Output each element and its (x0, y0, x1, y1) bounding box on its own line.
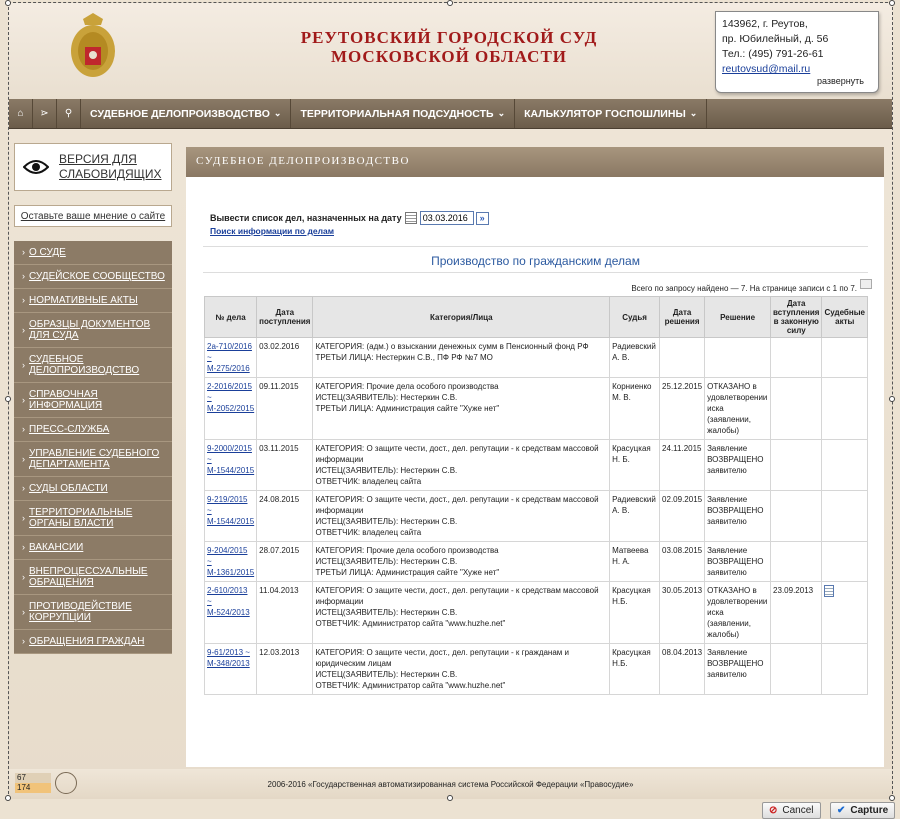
sidebar-item-label[interactable]: СУДЕЙСКОЕ СООБЩЕСТВО (29, 271, 165, 282)
sidebar-item-label[interactable]: ВНЕПРОЦЕССУАЛЬНЫЕ ОБРАЩЕНИЯ (29, 566, 148, 588)
chevron-right-icon: › (22, 606, 25, 617)
cell-decision-date: 25.12.2015 (660, 378, 705, 440)
sidebar-item-label[interactable]: ПРОТИВОДЕЙСТВИЕ КОРРУПЦИИ (29, 601, 132, 623)
cell-decision: Заявление ВОЗВРАЩЕНО заявителю (705, 491, 771, 542)
nav-item-judicial-records[interactable] (81, 99, 291, 128)
cell-court-acts (822, 644, 868, 695)
cell-decision-date: 02.09.2015 (660, 491, 705, 542)
party-text: ОТВЕТЧИК: владелец сайта (315, 477, 422, 486)
cell-judge: Радиевский А. В. (610, 491, 660, 542)
category-text: КАТЕГОРИЯ: О защите чести, дост., дел. репутации - к средствам массовой информации (315, 495, 599, 515)
case-number-part2: М-348/2013 (207, 659, 250, 668)
nav-item-label: ТЕРРИТОРИАЛЬНАЯ ПОДСУДНОСТЬ (300, 107, 494, 120)
chevron-right-icon: › (22, 247, 25, 257)
sidebar-item[interactable] (14, 265, 172, 289)
resize-handle[interactable] (889, 396, 895, 402)
sidebar-item[interactable] (14, 442, 172, 477)
party-text: ИСТЕЦ(ЗАЯВИТЕЛЬ): Нестеркин С.В. (315, 393, 458, 402)
party-text: ИСТЕЦ(ЗАЯВИТЕЛЬ): Нестеркин С.В. (315, 466, 458, 475)
cell-effective-date (771, 542, 822, 582)
category-text: КАТЕГОРИЯ: Прочие дела особого производства (315, 382, 499, 391)
cell-decision-date: 08.04.2013 (660, 644, 705, 695)
chevron-right-icon: › (22, 271, 25, 281)
category-text: КАТЕГОРИЯ: (адм.) о взыскании денежных сумм в Пенсионный фонд РФ (315, 342, 589, 351)
sidebar-menu (14, 241, 172, 654)
category-text: КАТЕГОРИЯ: О защите чести, дост., дел. репутации - к средствам массовой информации (315, 586, 599, 606)
divider (203, 272, 868, 273)
sidebar-item[interactable] (14, 348, 172, 383)
cell-category (313, 378, 610, 440)
counter-bottom-value: 174 (15, 783, 51, 793)
sidebar-item[interactable] (14, 630, 172, 654)
feedback-link[interactable]: Оставьте ваше мнение о сайте (20, 210, 166, 222)
party-text: ИСТЕЦ(ЗАЯВИТЕЛЬ): Нестеркин С.В. (315, 557, 458, 566)
case-number-part1: 9-204/2015 ~ (207, 546, 248, 566)
document-icon[interactable] (824, 585, 834, 597)
sidebar-item-label[interactable]: ПРЕСС-СЛУЖБА (29, 424, 110, 435)
category-text: КАТЕГОРИЯ: О защите чести, дост., дел. репутации - к средствам массовой информации (315, 444, 599, 464)
cell-received-date: 03.02.2016 (257, 338, 313, 378)
case-number-part1: 2-610/2013 ~ (207, 586, 248, 606)
cell-decision-date: 24.11.2015 (660, 440, 705, 491)
sidebar-item-label[interactable]: ТЕРРИТОРИАЛЬНЫЕ ОРГАНЫ ВЛАСТИ (29, 507, 133, 529)
print-icon[interactable] (860, 279, 872, 289)
cell-decision: Заявление ВОЗВРАЩЕНО заявителю (705, 644, 771, 695)
cell-court-acts (822, 338, 868, 378)
accessibility-label-line1: ВЕРСИЯ ДЛЯ (59, 152, 137, 166)
cell-received-date: 24.08.2015 (257, 491, 313, 542)
party-text: ОТВЕТЧИК: владелец сайта (315, 528, 422, 537)
sidebar-item[interactable] (14, 560, 172, 595)
nav-item-label: КАЛЬКУЛЯТОР ГОСПОШЛИНЫ (524, 107, 686, 120)
chevron-down-icon: ⌄ (273, 108, 282, 118)
results-count: Всего по запросу найдено — 7. На странице записи с 1 по 7. (631, 284, 857, 293)
cell-received-date: 12.03.2013 (257, 644, 313, 695)
checkmark-icon: ✔ (837, 805, 846, 816)
cell-effective-date (771, 440, 822, 491)
case-number-link[interactable] (207, 586, 250, 617)
home-icon[interactable]: ⌂ (9, 99, 33, 128)
column-header-decision: Решение (705, 297, 771, 338)
case-number-link[interactable] (207, 382, 254, 413)
eye-icon (23, 159, 49, 175)
cell-category (313, 542, 610, 582)
cell-category (313, 440, 610, 491)
case-number-part2: М-1544/2015 (207, 517, 255, 526)
table-row (205, 338, 868, 378)
column-header-judge: Судья (610, 297, 660, 338)
cell-court-acts (822, 582, 868, 644)
case-number-link[interactable] (207, 444, 254, 475)
cell-decision: ОТКАЗАНО в удовлетворении иска (заявлении, жалобы) (705, 582, 771, 644)
table-row (205, 542, 868, 582)
chevron-right-icon: › (22, 483, 25, 493)
case-number-part2: М-2052/2015 (207, 404, 255, 413)
cell-case-number (205, 542, 257, 582)
party-text: ТРЕТЬИ ЛИЦА: Нестеркин С.В., ПФ РФ №7 МО (315, 353, 493, 362)
party-text: ТРЕТЬИ ЛИЦА: Администрация сайте "Хуже нет" (315, 404, 500, 413)
cell-court-acts (822, 491, 868, 542)
case-number-link[interactable] (207, 342, 252, 373)
case-number-part1: 9-219/2015 ~ (207, 495, 248, 515)
cell-judge: Радиевский А. В. (610, 338, 660, 378)
nav-item-label: СУДЕБНОЕ ДЕЛОПРОИЗВОДСТВО (90, 107, 270, 120)
capture-label: Capture (850, 805, 889, 816)
table-row (205, 378, 868, 440)
content-panel (186, 147, 884, 767)
table-row (205, 440, 868, 491)
resize-handle[interactable] (5, 0, 11, 6)
cell-decision-date: 03.08.2015 (660, 542, 705, 582)
cell-court-acts (822, 440, 868, 491)
sidebar-item-label[interactable]: НОРМАТИВНЫЕ АКТЫ (29, 295, 138, 306)
cell-category (313, 491, 610, 542)
cell-category (313, 338, 610, 378)
contact-box (715, 11, 879, 93)
nav-item-fee-calculator[interactable] (515, 99, 707, 128)
cell-received-date: 28.07.2015 (257, 542, 313, 582)
contact-postal: 143962, г. Реутов, (722, 18, 808, 30)
cell-effective-date (771, 491, 822, 542)
column-header-effective-date: Дата вступления в законную силу (771, 297, 822, 338)
court-name-line2: МОСКОВСКОЙ ОБЛАСТИ (330, 47, 568, 66)
sidebar-item-label[interactable]: ВАКАНСИИ (29, 542, 84, 553)
cancel-icon: ⊘ (769, 805, 778, 816)
capture-frame (8, 2, 893, 799)
column-header-category: Категория/Лица (313, 297, 610, 338)
sidebar-item-label[interactable]: О СУДЕ (29, 247, 66, 258)
cases-table-body (205, 338, 868, 695)
case-number-part1: 2а-710/2016 ~ (207, 342, 252, 362)
cell-effective-date (771, 644, 822, 695)
cell-case-number (205, 582, 257, 644)
cell-decision (705, 338, 771, 378)
cell-received-date: 03.11.2015 (257, 440, 313, 491)
table-row (205, 491, 868, 542)
case-number-part1: 9-61/2013 ~ (207, 648, 250, 657)
counter-top-value: 67 (15, 773, 51, 783)
copyright-text: 2006-2016 «Государственная автоматизированная система Российской Федерации «Правосудие» (267, 780, 634, 789)
cell-effective-date: 23.09.2013 (771, 582, 822, 644)
contact-phone: Тел.: (495) 791-26-61 (722, 48, 824, 60)
case-number-part1: 2-2016/2015 ~ (207, 382, 252, 402)
cell-case-number (205, 644, 257, 695)
case-number-link[interactable] (207, 546, 254, 577)
case-number-part1: 9-2000/2015 ~ (207, 444, 252, 464)
cell-judge: Красуцкая Н.Б. (610, 644, 660, 695)
cell-effective-date (771, 338, 822, 378)
category-text: КАТЕГОРИЯ: О защите чести, дост., дел. репутации - к гражданам и юридическим лицам (315, 648, 569, 668)
section-title: Производство по гражданским делам (431, 254, 640, 268)
sidebar-item-label[interactable]: ОБРАЩЕНИЯ ГРАЖДАН (29, 636, 145, 647)
court-name-line1: РЕУТОВСКИЙ ГОРОДСКОЙ СУД (300, 28, 598, 47)
expand-contact-link[interactable]: развернуть (816, 76, 864, 86)
column-header-court-acts: Судебные акты (822, 297, 868, 338)
sidebar-item[interactable] (14, 501, 172, 536)
case-number-link[interactable] (207, 648, 250, 668)
contact-street: пр. Юбилейный, д. 56 (722, 33, 829, 45)
cell-judge: Матвеева Н. А. (610, 542, 660, 582)
sidebar-item[interactable] (14, 536, 172, 560)
sidebar-item-label[interactable]: УПРАВЛЕНИЕ СУДЕБНОГО ДЕПАРТАМЕНТА (29, 448, 160, 470)
case-number-part2: М-1361/2015 (207, 568, 255, 577)
left-sidebar (14, 143, 172, 654)
cell-received-date: 09.11.2015 (257, 378, 313, 440)
cancel-label: Cancel (782, 805, 814, 816)
chevron-right-icon: › (22, 394, 25, 405)
resize-handle[interactable] (5, 396, 11, 402)
court-name (279, 28, 619, 66)
coat-of-arms-icon (67, 11, 119, 87)
sidebar-item[interactable] (14, 313, 172, 348)
chevron-right-icon: › (22, 295, 25, 305)
cell-court-acts (822, 542, 868, 582)
cancel-button[interactable] (762, 802, 821, 819)
case-number-part2: М-1544/2015 (207, 466, 255, 475)
chevron-right-icon: › (22, 542, 25, 552)
submit-date-button[interactable]: » (476, 212, 489, 225)
cell-decision: Заявление ВОЗВРАЩЕНО заявителю (705, 440, 771, 491)
party-text: ОТВЕТЧИК: Администратор сайта "www.huzhe.net" (315, 681, 506, 690)
capture-toolbar (0, 801, 900, 819)
cell-decision-date (660, 338, 705, 378)
cell-received-date: 11.04.2013 (257, 582, 313, 644)
accessibility-label-line2: СЛАБОВИДЯЩИХ (59, 167, 162, 181)
cell-effective-date (771, 378, 822, 440)
chevron-right-icon: › (22, 359, 25, 370)
sidebar-item-label[interactable]: СУДЫ ОБЛАСТИ (29, 483, 108, 494)
case-number-part2: М-524/2013 (207, 608, 250, 617)
sidebar-item[interactable] (14, 418, 172, 442)
cell-decision: Заявление ВОЗВРАЩЕНО заявителю (705, 542, 771, 582)
capture-button[interactable] (830, 802, 895, 819)
sitemap-icon[interactable]: ⋗ (33, 99, 57, 128)
cell-judge: Корниенко М. В. (610, 378, 660, 440)
cell-case-number (205, 378, 257, 440)
case-search-link[interactable]: Поиск информации по делам (210, 226, 334, 236)
date-filter (210, 211, 489, 225)
date-filter-label: Вывести список дел, назначенных на дату (210, 213, 402, 223)
search-icon[interactable]: ⚲ (57, 99, 81, 128)
chevron-right-icon: › (22, 512, 25, 523)
sidebar-item[interactable] (14, 595, 172, 630)
party-text: ИСТЕЦ(ЗАЯВИТЕЛЬ): Нестеркин С.В. (315, 517, 458, 526)
sidebar-item[interactable] (14, 289, 172, 313)
cases-table (204, 296, 868, 695)
category-text: КАТЕГОРИЯ: Прочие дела особого производства (315, 546, 499, 555)
chevron-right-icon: › (22, 424, 25, 434)
cell-decision-date: 30.05.2013 (660, 582, 705, 644)
cell-case-number (205, 491, 257, 542)
column-header-received-date: Дата поступления (257, 297, 313, 338)
table-row (205, 644, 868, 695)
chevron-down-icon: ⌄ (497, 108, 506, 118)
sidebar-item[interactable] (14, 241, 172, 265)
sidebar-item[interactable] (14, 477, 172, 501)
sidebar-item-label[interactable]: СУДЕБНОЕ ДЕЛОПРОИЗВОДСТВО (29, 354, 140, 376)
party-text: ИСТЕЦ(ЗАЯВИТЕЛЬ): Нестеркин С.В. (315, 670, 458, 679)
chevron-down-icon: ⌄ (689, 108, 698, 118)
divider (203, 246, 868, 247)
date-input[interactable] (420, 211, 474, 225)
cell-case-number (205, 440, 257, 491)
party-text: ОТВЕТЧИК: Администратор сайта "www.huzhe.net" (315, 619, 506, 628)
resize-handle[interactable] (889, 0, 895, 6)
resize-handle[interactable] (447, 0, 453, 6)
feedback-box (14, 205, 172, 227)
nav-item-territorial-jurisdiction[interactable] (291, 99, 515, 128)
party-text: ИСТЕЦ(ЗАЯВИТЕЛЬ): Нестеркин С.В. (315, 608, 458, 617)
chevron-right-icon: › (22, 571, 25, 582)
chevron-right-icon: › (22, 636, 25, 646)
chevron-right-icon: › (22, 324, 25, 335)
cell-category (313, 582, 610, 644)
contact-email-link[interactable]: reutovsud@mail.ru (722, 63, 811, 75)
column-header-decision-date: Дата решения (660, 297, 705, 338)
sidebar-item-label[interactable]: СПРАВОЧНАЯ ИНФОРМАЦИЯ (29, 389, 103, 411)
cell-case-number (205, 338, 257, 378)
accessibility-version-box[interactable] (14, 143, 172, 191)
calendar-icon[interactable] (405, 212, 417, 224)
cell-judge: Красуцкая Н.Б. (610, 582, 660, 644)
chevron-right-icon: › (22, 453, 25, 464)
cell-court-acts (822, 378, 868, 440)
case-number-part2: М-275/2016 (207, 364, 250, 373)
main-nav (9, 99, 892, 129)
sidebar-item[interactable] (14, 383, 172, 418)
cell-judge: Красуцкая Н. Б. (610, 440, 660, 491)
accessibility-version-link[interactable] (59, 152, 162, 182)
cell-category (313, 644, 610, 695)
site-header (9, 3, 892, 99)
party-text: ТРЕТЬИ ЛИЦА: Администрация сайте "Хуже нет" (315, 568, 500, 577)
case-number-link[interactable] (207, 495, 254, 526)
sidebar-item-label[interactable]: ОБРАЗЦЫ ДОКУМЕНТОВ ДЛЯ СУДА (29, 319, 151, 341)
table-row (205, 582, 868, 644)
column-header-case-number: № дела (205, 297, 257, 338)
table-header-row (205, 297, 868, 338)
cell-decision: ОТКАЗАНО в удовлетворении иска (заявлении, жалобы) (705, 378, 771, 440)
panel-title: СУДЕБНОЕ ДЕЛОПРОИЗВОДСТВО (186, 147, 884, 177)
